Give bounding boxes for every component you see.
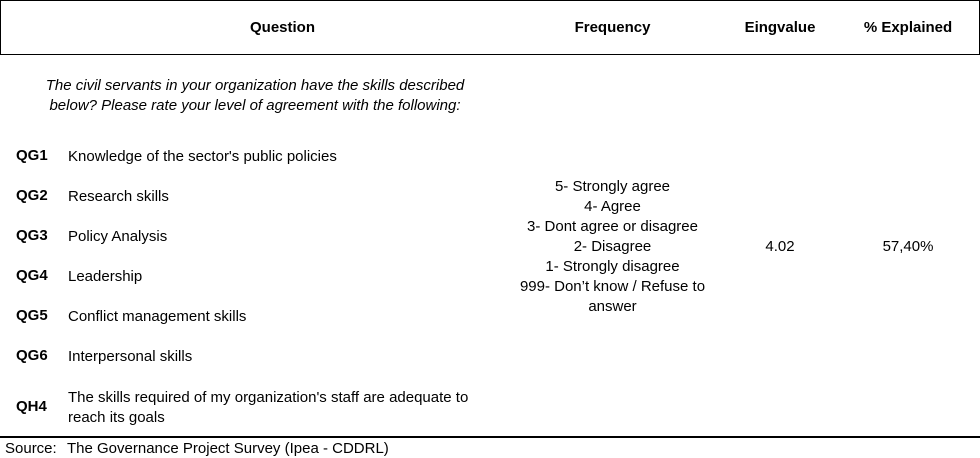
question-code: QG4 [16, 267, 48, 284]
frequency-item: 2- Disagree [573, 238, 652, 255]
question-code: QG5 [16, 307, 48, 324]
question-intro [10, 76, 500, 116]
question-text: Conflict management skills [68, 308, 247, 325]
frequency-item: 5- Strongly agree [554, 178, 671, 195]
intro-line: The civil servants in your organization have the skills described [45, 77, 465, 94]
frequency-item: 4- Agree [584, 198, 641, 215]
question-code: QG2 [16, 187, 48, 204]
source-note [5, 440, 389, 457]
question-text: Policy Analysis [68, 228, 168, 245]
question-code: QG6 [16, 347, 48, 364]
eigenvalue-cell: 4.02 [765, 238, 795, 255]
explained-cell: 57,40% [882, 238, 934, 255]
frequency-item: 999- Don’t know / Refuse to [519, 278, 706, 295]
column-header-explained: % Explained [863, 19, 953, 36]
intro-line: below? Please rate your level of agreement with the following: [49, 97, 461, 114]
question-text: Knowledge of the sector's public policies [68, 148, 337, 165]
table-top-rule [0, 0, 980, 1]
question-code: QH4 [16, 398, 47, 415]
header-bottom-rule [0, 54, 980, 55]
frequency-item: 1- Strongly disagree [545, 258, 680, 275]
frequency-scale [505, 177, 720, 317]
table-bottom-rule [0, 436, 980, 438]
source-label: Source: [5, 440, 57, 457]
frequency-item: answer [588, 298, 637, 315]
column-header-eigenvalue: Eingvalue [744, 19, 816, 36]
source-text: The Governance Project Survey (Ipea - CDDRL) [67, 440, 389, 457]
column-header-frequency: Frequency [574, 19, 651, 36]
question-code: QG1 [16, 147, 48, 164]
question-code: QG3 [16, 227, 48, 244]
question-text: The skills required of my organization's staff are adequate to reach its goals [68, 389, 469, 426]
question-text: Leadership [68, 268, 143, 285]
frequency-item: 3- Dont agree or disagree [527, 218, 698, 235]
question-text: Research skills [68, 188, 169, 205]
column-header-question: Question [249, 19, 315, 36]
question-text: Interpersonal skills [68, 348, 193, 365]
